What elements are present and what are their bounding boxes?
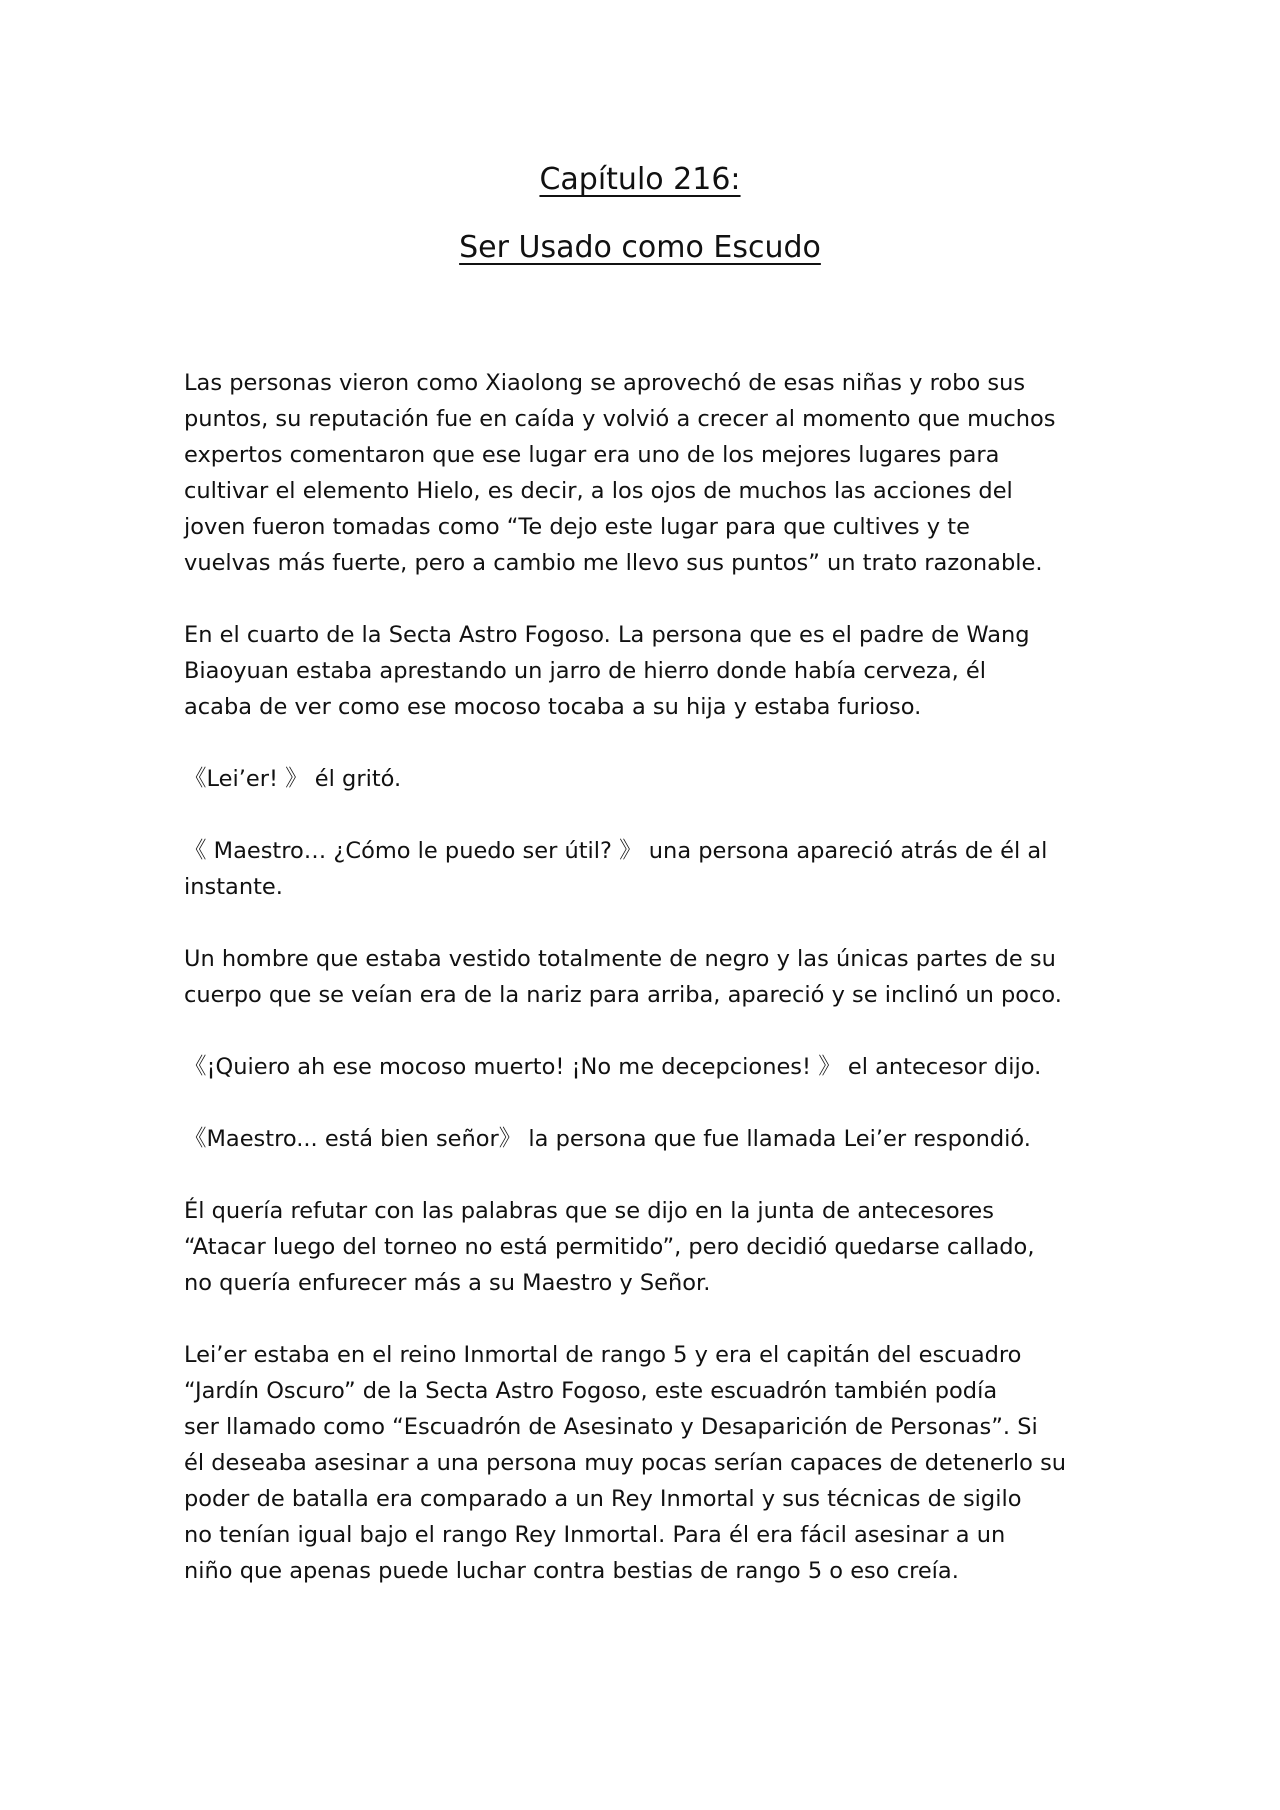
chapter-title: Capítulo 216:	[539, 162, 741, 197]
paragraph	[184, 1193, 1114, 1301]
paragraph	[184, 1049, 1114, 1085]
text-line: Un hombre que estaba vestido totalmente de negro y las únicas partes de su	[184, 946, 1056, 972]
text-line: 《Maestro... está bien señor》 la persona que fue llamada Lei’er respondió.	[184, 1126, 1031, 1152]
text-line: poder de batalla era comparado a un Rey Inmortal y sus técnicas de sigilo	[184, 1486, 1022, 1512]
text-line: cuerpo que se veían era de la nariz para arriba, apareció y se inclinó un poco.	[184, 982, 1062, 1008]
text-line: En el cuarto de la Secta Astro Fogoso. La persona que es el padre de Wang	[184, 622, 1030, 648]
paragraph	[184, 761, 1114, 797]
text-line: no tenían igual bajo el rango Rey Inmortal. Para él era fácil asesinar a un	[184, 1522, 1006, 1548]
text-line: Biaoyuan estaba aprestando un jarro de hierro donde había cerveza, él	[184, 658, 987, 684]
text-line: acaba de ver como ese mocoso tocaba a su hija y estaba furioso.	[184, 694, 922, 720]
text-line: expertos comentaron que ese lugar era uno de los mejores lugares para	[184, 442, 1000, 468]
text-line: niño que apenas puede luchar contra bestias de rango 5 o eso creía.	[184, 1558, 959, 1584]
text-line: ser llamado como “Escuadrón de Asesinato y Desaparición de Personas”. Si	[184, 1414, 1038, 1440]
text-line: 《Lei’er! 》 él gritó.	[184, 766, 402, 792]
paragraph	[184, 1337, 1114, 1589]
text-line: instante.	[184, 874, 283, 900]
paragraph	[184, 833, 1114, 905]
text-line: “Atacar luego del torneo no está permitido”, pero decidió quedarse callado,	[184, 1234, 1035, 1260]
text-line: joven fueron tomadas como “Te dejo este lugar para que cultives y te	[184, 514, 970, 540]
text-line: puntos, su reputación fue en caída y volvió a crecer al momento que muchos	[184, 406, 1056, 432]
text-line: vuelvas más fuerte, pero a cambio me llevo sus puntos” un trato razonable.	[184, 550, 1043, 576]
chapter-subtitle: Ser Usado como Escudo	[459, 230, 821, 265]
text-line: él deseaba asesinar a una persona muy pocas serían capaces de detenerlo su	[184, 1450, 1067, 1476]
paragraph	[184, 617, 1114, 725]
paragraph	[184, 365, 1114, 581]
text-line: Lei’er estaba en el reino Inmortal de rango 5 y era el capitán del escuadro	[184, 1342, 1022, 1368]
text-line: Él quería refutar con las palabras que se dijo en la junta de antecesores	[184, 1198, 994, 1224]
text-line: 《¡Quiero ah ese mocoso muerto! ¡No me decepciones! 》 el antecesor dijo.	[184, 1054, 1042, 1080]
paragraph	[184, 941, 1114, 1013]
text-line: Las personas vieron como Xiaolong se aprovechó de esas niñas y robo sus	[184, 370, 1026, 396]
document-body	[184, 365, 1114, 1625]
paragraph	[184, 1121, 1114, 1157]
text-line: no quería enfurecer más a su Maestro y Señor.	[184, 1270, 711, 1296]
text-line: cultivar el elemento Hielo, es decir, a los ojos de muchos las acciones del	[184, 478, 1013, 504]
text-line: 《 Maestro… ¿Cómo le puedo ser útil? 》 una persona apareció atrás de él al	[184, 838, 1048, 864]
text-line: “Jardín Oscuro” de la Secta Astro Fogoso, este escuadrón también podía	[184, 1378, 998, 1404]
